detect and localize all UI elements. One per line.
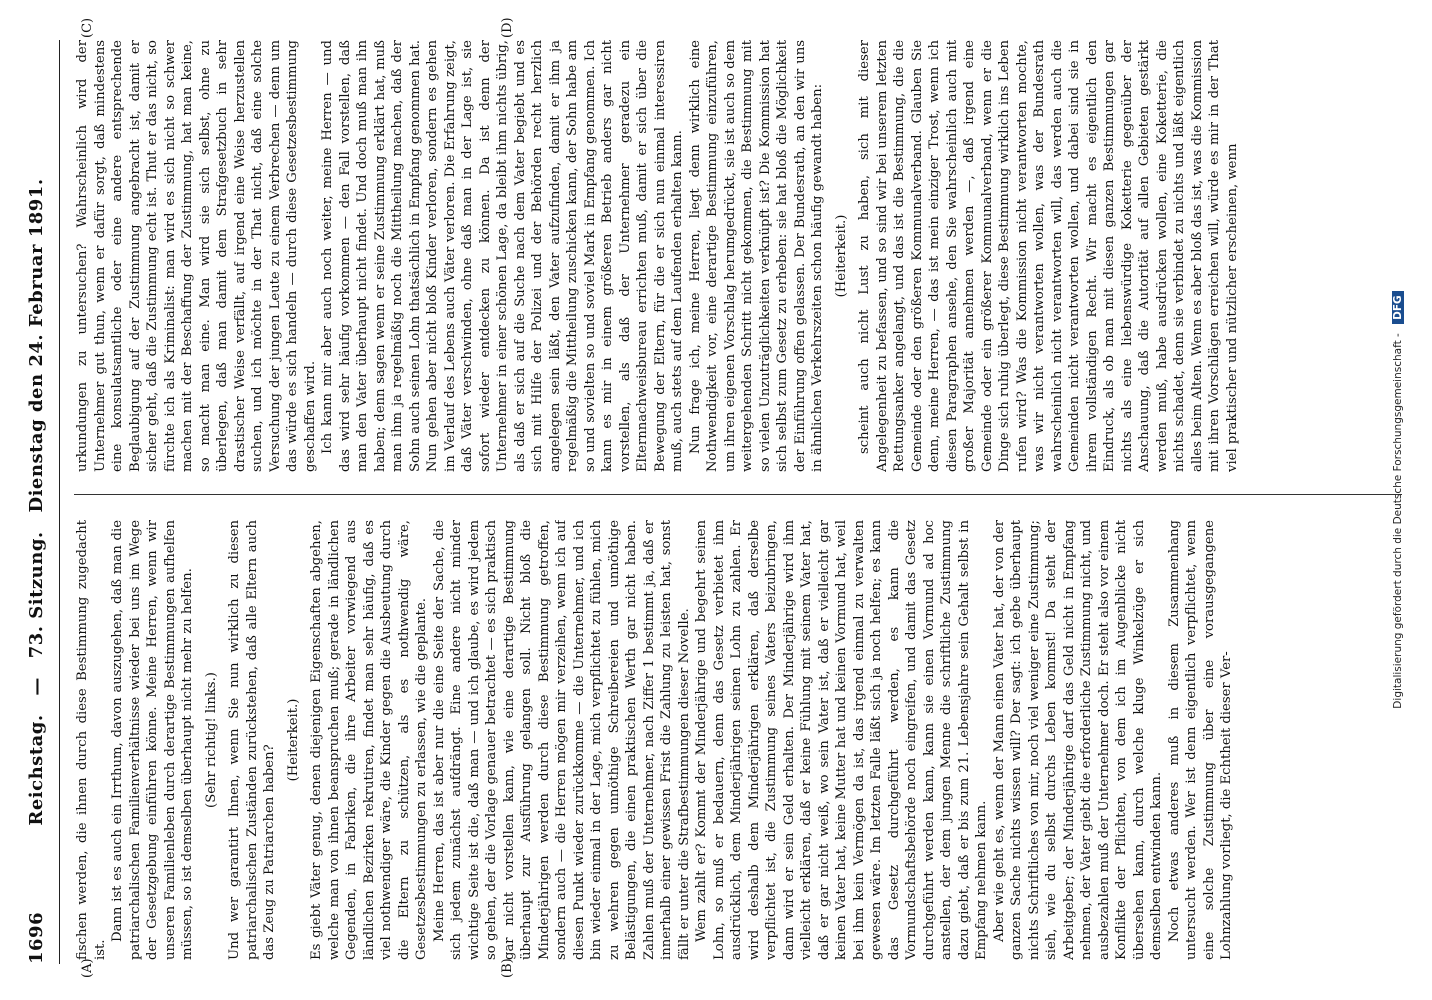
paragraph: urkundungen zu untersuchen? Wahrscheinlich wird der Unternehmer gut thun, wenn er dafür sorgt, daß mindestens eine konsulatsamtliche oder eine andere entsprechende Beglaubigung auf der Zustimmung angebracht ist, damit er sicher geht, daß die Zustimmung echt ist. Thut er das nicht, so fürchte ich als Kriminalist: man wird es sich nicht so schwer machen mit der Beschaffung der Zustimmung, hat man keine, so macht man eine. Man wird sie sich selbst, ohne zu überlegen, daß man damit dem Strafgesetzbuch in sehr drastischer Weise verfällt, auf irgend eine Weise herzustellen suchen, und ich möchte in der That nicht, daß eine solche Versuchung der jungen Leute zu einem Verbrechen — denn um das würde es sich handeln — durch diese Gesetzesbestimmung geschaffen wird. (75, 40, 318, 472)
paragraph: fischen werden, die ihnen durch diese Bestimmung zugedacht ist. (75, 520, 108, 960)
paragraph: Nun frage ich, meine Herren, liegt denn wirklich eine Nothwendigkeit vor, eine derartige Bestimmung einzuführen, um ihren eigenen Vorschlag herumgedrückt, sie ist auch so dem weitergehenden Schritt nicht gekommen, die Bestimmung mit so vielen Unzuträglichkeiten verknüpft ist? Die Kommission hat sich selbst zum Gesetz zu erheben: sie hat bloß die Möglichkeit der Einführung offen gelassen. Der Bundesrath, an den wir uns in ähnlichen Verkehrszeiten schon häufig gewandt haben: (687, 40, 825, 472)
page-number: 1696 (26, 911, 47, 964)
paragraph: Und wer garantirt Ihnen, wenn Sie nun wirklich zu diesen patriarchalischen Zuständen zurückstehen, daß alle Eltern auch das Zeug zu Patriarchen haben? (227, 520, 277, 960)
credit-text: Digitalisierung gefördert durch die Deutsche Forschungsgemeinschaft - (1392, 333, 1404, 709)
header-rule (59, 40, 60, 964)
stage-direction: (Heiterkeit.) (833, 214, 849, 298)
publication-name: Reichstag. (26, 714, 47, 826)
paragraph: scheint auch nicht Lust zu haben, sich mit dieser Angelegenheit zu befassen, und so sind wir bei unserem letzten Rettungsanker angelangt, und das ist die Bestimmung, die die Gemeinde oder den größeren Kommunalverband. Glauben Sie denn, meine Herren, — das ist mein einziger Trost, wenn ich diesen Paragraphen ansehe, den Sie wahrscheinlich auch mit großer Majorität annehmen werden —, daß irgend eine Gemeinde oder ein größerer Kommunalverband, wenn er die Dinge sich ruhig überlegt, diese Bestimmung wirklich ins Leben rufen wird? Was die Kommission nicht verantworten mochte, was wir nicht verantworten wollen, was der Bundesrath wahrscheinlich nicht verantworten will, das werden auch die Gemeinden nicht verantworten wollen, und dabei sind sie in ihrem vollständigen Recht. Wir macht es eigentlich den Eindruck, als ob man mit diesen ganzen Bestimmungen gar nichts als eine liebenswürdige Koketterie gegenüber der Anschauung, daß die Autorität auf allen Gebieten gestärkt werden muß, habe ausdrücken wollen, eine Koketterie, die nichts schadet, denn sie verbindet zu nichts und läßt eigentlich alles beim Alten. Wenn es aber bloß das ist, was die Kommission mit ihren Vorschlägen erreichen will, würde es mir in der That viel praktischer und nützlicher erscheinen, wenn (857, 40, 1240, 472)
header-dash: — (26, 677, 47, 696)
margin-mark-d: (D) (500, 17, 515, 38)
paragraph: Ich kann mir aber auch noch weiter, meine Herren — und das wird sehr häufig vorkommen — den Fall vorstellen, daß man den Vater überhaupt nicht findet. Und doch muß man ihn haben; denn sagen wenn er seine Zustimmung erklärt hat, muß man ihm ja regelmäßig noch die Mittheilung machen, daß der Sohn auch seinen Lohn thatsächlich in Empfang genommen hat. Nun gehen aber nicht bloß Kinder verloren, sondern es gehen im Verlauf des Lebens auch Väter verloren. Die Erfahrung zeigt, daß Väter verschwinden, ohne daß man in der Lage ist, sie sofort wieder entdecken zu können. Da ist denn der Unternehmer in einer schönen Lage, da bleibt ihm nichts übrig, als daß er sich auf die Suche nach dem Vater begiebt und es sich mit Hilfe der Polizei und der Behörden recht herzlich angelegen sein läßt, den Vater aufzufinden, damit er ihm ja regelmäßig die Mittheilung zuschicken kann, der Sohn habe am so und sovielten so und soviel Mark in Empfang genommen. Ich kann es mir in einem größeren Betrieb anders gar nicht vorstellen, als daß der Unternehmer geradezu ein Elternnachweisbureau errichten muß, damit er sich über die Bewegung der Eltern, für die er sich nun einmal interessiren muß, auch stets auf dem Laufenden erhalten kann. (320, 40, 685, 472)
paragraph: Dann ist es auch ein Irrthum, davon auszugehen, daß man die patriarchalischen Familienverhältnisse wieder bei uns im Wege der Gesetzgebung einführen könne. Meine Herren, wenn wir unseren Familienleben durch derartige Bestimmungen aufhelfen müssen, so ist demselben überhaupt nicht mehr zu helfen. (110, 520, 195, 960)
column-divider (74, 494, 1402, 495)
paragraph: Es giebt Väter genug, denen diejenigen Eigenschaften abgehen, welche man von ihnen beanspruchen muß; gerade in ländlichen Gegenden, in Fabriken, die ihre Arbeiter vorwiegend aus ländlichen Bezirken rekrutiren, findet man sehr häufig, daß es viel nothwendiger wäre, die Kinder gegen die Ausbeutung durch die Eltern zu schützen, als es nothwendig wäre, Gesetzesbestimmungen zu erlassen, wie die geplante. (309, 520, 429, 960)
left-column (74, 520, 1402, 960)
paragraph: Wem zahlt er? Kommt der Minderjährige und begehrt seinen Lohn, so muß er bedauern, denn das Gesetz verbietet ihm ausdrücklich, dem Minderjährigen seinen Lohn zu zahlen. Er wird deshalb dem Minderjährigen erklären, daß derselbe verpflichtet ist, die Zustimmung seines Vaters beizubringen, dann wird er sein Geld erhalten. Der Minderjährige wird ihm vielleicht erklären, daß er keine Fühlung mit seinem Vater hat, daß er gar nicht weiß, wo sein Vater ist, daß er vielleicht gar keinen Vater hat, keine Mutter hat und keinen Vormund hat, weil bei ihm kein Vermögen da ist, das irgend einmal zu verwalten gewesen wäre. Im letzten Falle läßt sich ja noch helfen; es kann das Gesetz durchgeführt werden, es kann die Vormundschaftsbehörde noch eingreifen, und damit das Gesetz durchgeführt werden kann, kann sie einen Vormund ad hoc anstellen, der dem jungen Menne die schriftliche Zustimmung dazu giebt, daß er bis zum 21. Lebensjahre sein Gehalt selbst in Empfang nehmen kann. (694, 520, 989, 960)
paragraph: Meine Herren, das ist aber nur die eine Seite der Sache, die sich jedem zunächst aufdrängt. Eine andere nicht minder wichtige Seite ist die, daß man — und ich glaube, es wird jedem so gehen, der die Vorlage genauer betrachtet — es sich praktisch gar nicht vorstellen kann, wie eine derartige Bestimmung überhaupt zur Ausführung gelangen soll. Nicht bloß die Minderjährigen werden durch diese Bestimmung getroffen, sondern auch — die Herren mögen mir verzeihen, wenn ich auf diesen Punkt wieder zurückkomme — die Unternehmer, und ich bin wieder einmal in der Lage, mich verpflichtet zu fühlen, mich zu wehren gegen unnöthige Schreibereien und unnöthige Belästigungen, die einen praktischen Werth gar nicht haben. Zahlen muß der Unternehmer, nach Ziffer 1 bestimmt ja, daß er innerhalb einer gewissen Frist die Zahlung zu leisten hat, sonst fällt er unter die Strafbestimmungen dieser Novelle. (431, 520, 692, 960)
digitization-credit (1392, 0, 1404, 1000)
session-date: Dienstag den 24. Februar 1891. (26, 178, 47, 513)
dfg-logo: DFG (1392, 291, 1404, 324)
margin-mark-b: (B) (500, 958, 515, 978)
page-header (18, 40, 60, 964)
margin-mark-a: (A) (80, 958, 95, 978)
right-column (74, 40, 1402, 472)
paragraph: Noch etwas anderes muß in diesem Zusammenhang untersucht werden. Wer ist denn eigentlich verpflichtet, wenn eine solche Zustimmung über eine vorausgegangene Lohnzahlung vorliegt, die Echtheit dieser Ver- (1166, 520, 1234, 960)
stage-direction: (Heiterkeit.) (285, 698, 301, 782)
margin-mark-c: (C) (80, 17, 95, 38)
stage-direction: (Sehr richtig! links.) (203, 672, 219, 808)
paragraph: Aber wie geht es, wenn der Mann einen Vater hat, der von der ganzen Sache nichts wissen will? Der sagt: ich gebe überhaupt nichts Schriftliches von mir, noch viel weniger eine Zustimmung; sieh, wie du selbst durchs Leben kommst! Da steht der Arbeitgeber; der Minderjährige darf das Geld nicht in Empfang nehmen, der Vater giebt die erforderliche Zustimmung nicht, und ausbezahlen muß der Unternehmer doch. Er steht also vor einem Konflikte der Pflichten, von dem ich im Augenblicke nicht übersehen kann, durch welche kluge Winkelzüge er sich demselben entwinden kann. (991, 520, 1164, 960)
running-head (26, 40, 47, 964)
session-number: 73. Sitzung. (26, 531, 47, 659)
